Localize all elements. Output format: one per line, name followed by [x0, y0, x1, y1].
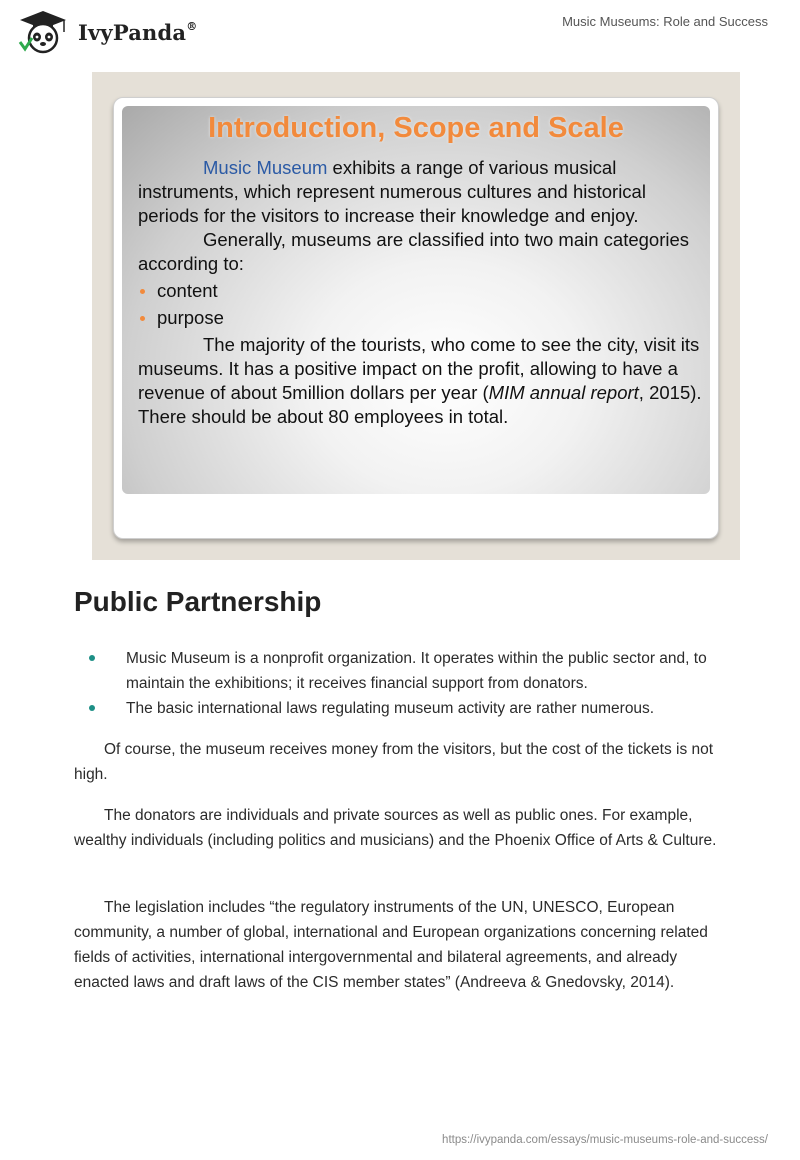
section-heading: Public Partnership [74, 586, 322, 617]
ivypanda-logo[interactable] [14, 8, 197, 56]
slide-bullet: purpose [138, 306, 703, 330]
slide-card [113, 97, 719, 539]
paragraph: Of course, the museum receives money from the visitors, but the cost of the tickets is not high. [74, 741, 714, 783]
slide-paragraph: The majority of the tourists, who come to see the city, visit its museums. It has a positive impact on the profit, allowing to have a revenue of about 5million dollars per year (MIM annual report, 2015). There should be about 80 employees in total. [138, 334, 702, 427]
bullet-list [74, 646, 734, 721]
paragraph: The donators are individuals and private sources as well as public ones. For example, wealthy individuals (including politics and musicians) and the Phoenix Office of Arts & Culture. [74, 807, 717, 849]
slide-citation: MIM annual report [488, 382, 639, 403]
logo-text: IvyPanda® [78, 19, 198, 45]
slide-title: Introduction, Scope and Scale [208, 112, 624, 144]
slide-content-area [122, 106, 710, 494]
paragraph: The legislation includes “the regulatory instruments of the UN, UNESCO, European community, a number of global, international and European organizations concerning related fields of activities, international intergovernmental and bilateral agreements, and already enacted laws and draft laws of the CIS member states” (Andreeva & Gnedovsky, 2014). [74, 899, 708, 991]
source-url-link[interactable]: https://ivypanda.com/essays/music-museums-role-and-success/ [442, 1134, 768, 1146]
slide-highlight: Music Museum [203, 157, 328, 178]
slide-bullet: content [138, 279, 703, 303]
slide-image [92, 72, 740, 560]
panda-mascot-icon [14, 8, 72, 56]
slide-paragraph: Music Museum exhibits a range of various musical instruments, which represent numerous cultures and historical periods for the visitors to increase their knowledge and enjoy. [138, 157, 646, 226]
list-item: Music Museum is a nonprofit organization. It operates within the public sector and, to maintain the exhibitions; it receives financial support from donators. [74, 646, 734, 696]
slide-body [138, 156, 703, 429]
slide-paragraph: Generally, museums are classified into two main categories according to: [138, 229, 690, 274]
list-item: The basic international laws regulating museum activity are rather numerous. [74, 696, 734, 721]
page-title: Music Museums: Role and Success [562, 14, 768, 29]
